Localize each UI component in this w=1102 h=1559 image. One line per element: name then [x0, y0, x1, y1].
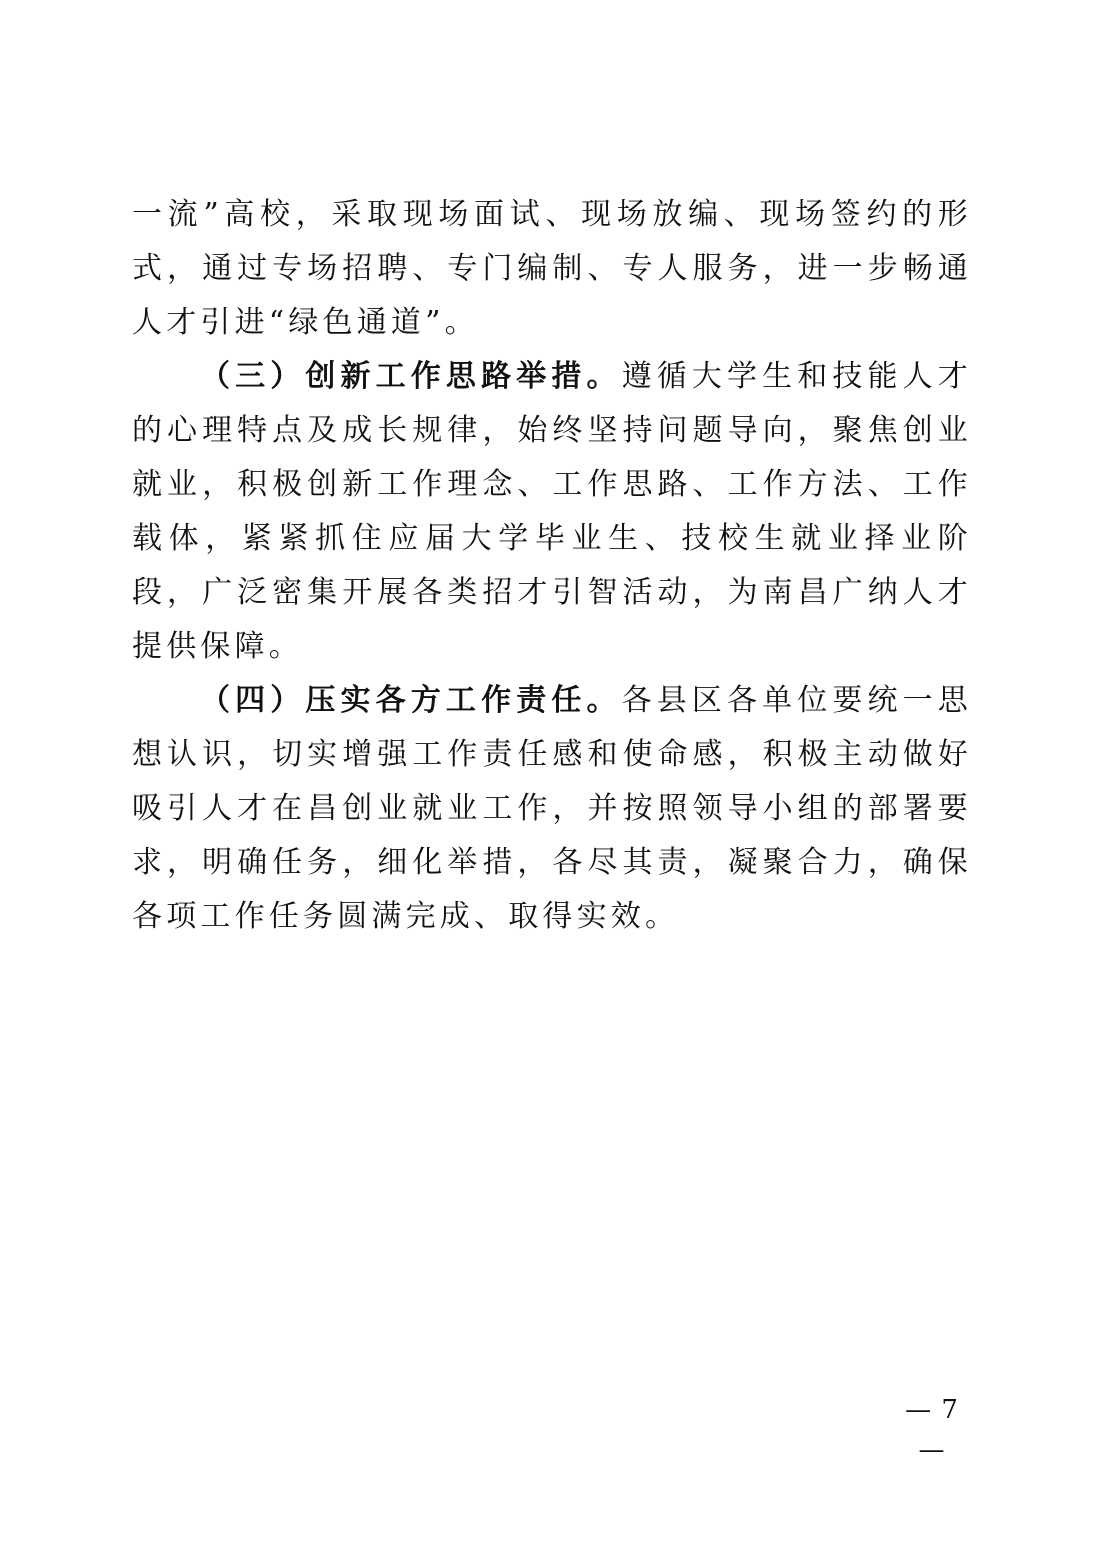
paragraph-continuation — [132, 188, 972, 350]
paragraph-text: 一流”高校，采取现场面试、现场放编、现场签约的形式，通过专场招聘、专门编制、专人服务，进一步畅通人才引进“绿色通道”。 — [132, 197, 972, 340]
paragraph-text: 遵循大学生和技能人才的心理特点及成长规律，始终坚持问题导向，聚焦创业就业，积极创新工作理念、工作思路、工作方法、工作载体，紧紧抓住应届大学毕业生、技校生就业择业阶段，广泛密集开展各类招才引智活动，为南昌广纳人才提供保障。 — [132, 359, 973, 664]
paragraph-text: 各县区各单位要统一思想认识，切实增强工作责任感和使命感，积极主动做好吸引人才在昌创业就业工作，并按照领导小组的部署要求，明确任务，细化举措，各尽其责，凝聚合力，确保各项工作任务圆满完成、取得实效。 — [132, 683, 973, 934]
page-number: — 7 — — [905, 1395, 959, 1465]
paragraph-section-three — [132, 350, 972, 674]
document-body — [132, 188, 972, 944]
section-heading: （四）压实各方工作责任。 — [200, 683, 622, 718]
section-heading: （三）创新工作思路举措。 — [200, 359, 622, 394]
paragraph-section-four — [132, 674, 972, 944]
